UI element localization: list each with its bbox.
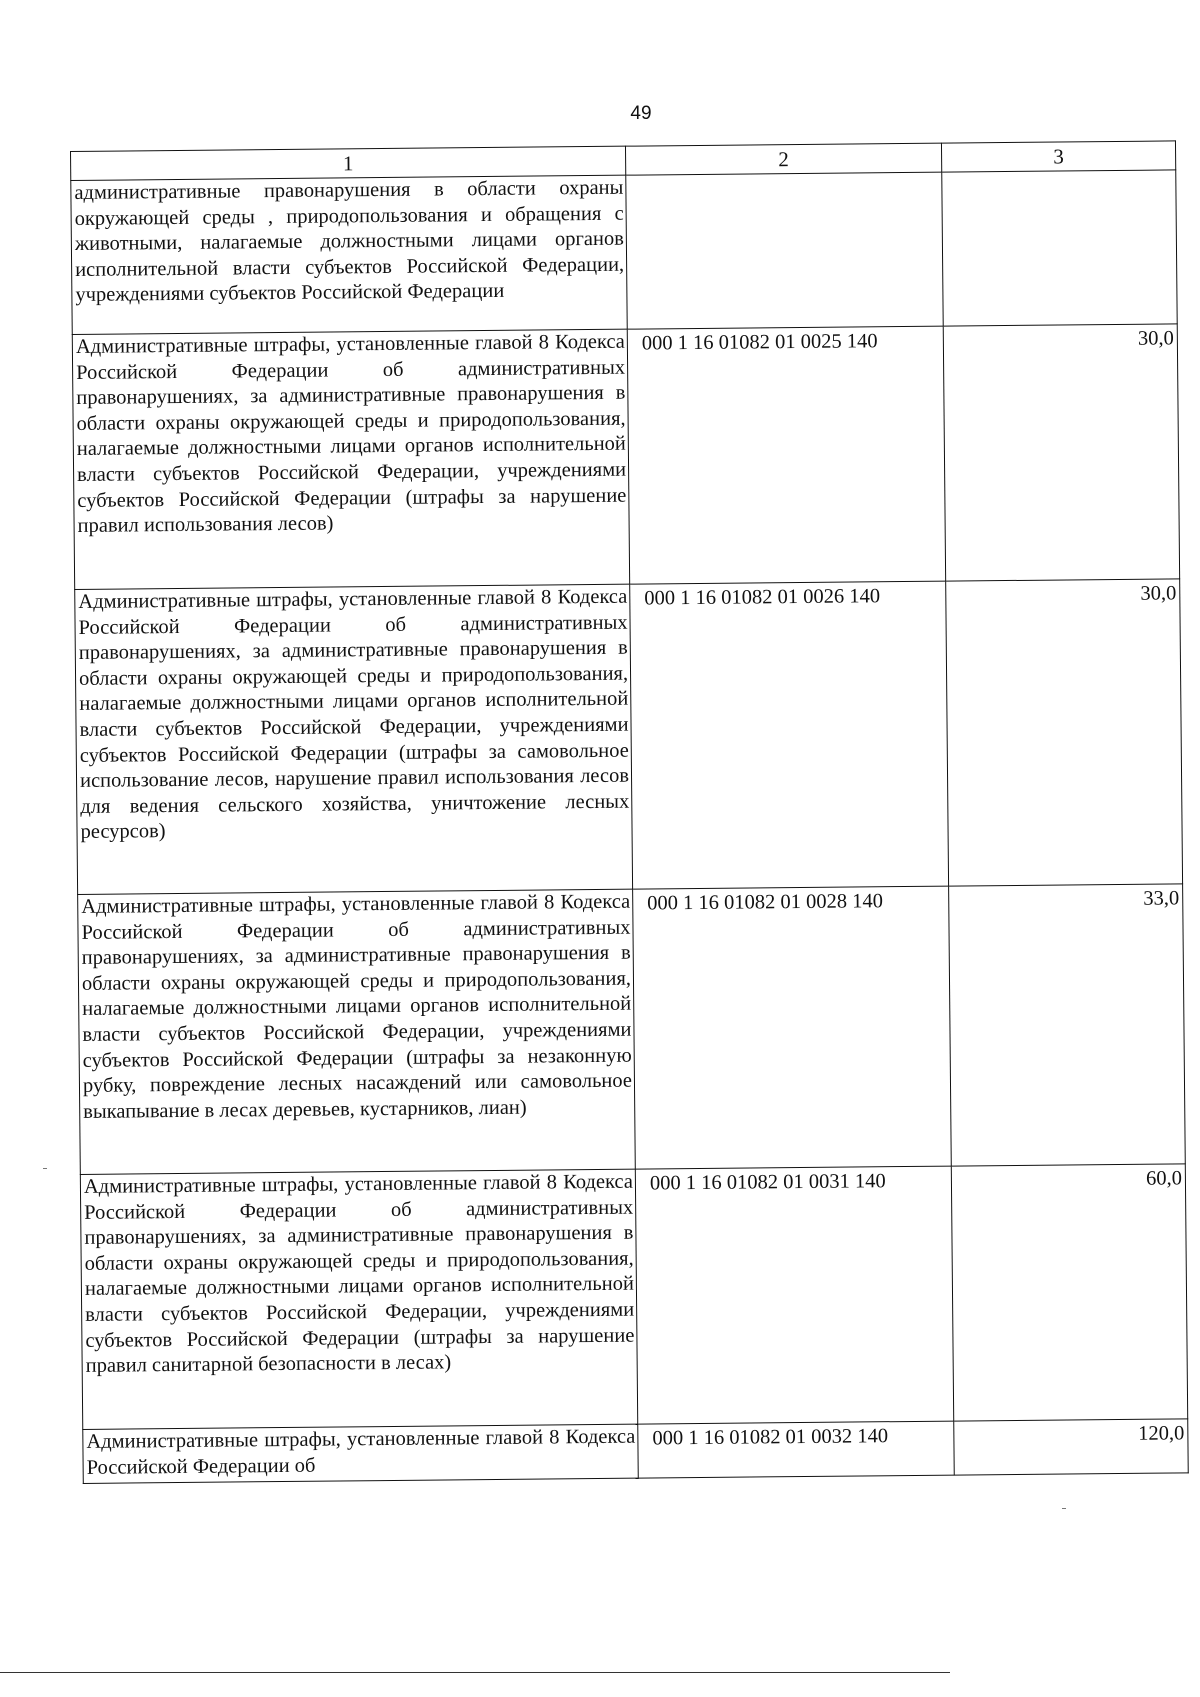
header-col-1: 1 — [71, 146, 626, 180]
budget-table — [70, 140, 1189, 1484]
row-code: 000 1 16 01082 01 0032 140 — [638, 1421, 955, 1478]
row-amount: 30,0 — [946, 579, 1183, 886]
row-code: 000 1 16 01082 01 0031 140 — [635, 1166, 953, 1424]
row-code: 000 1 16 01082 01 0026 140 — [630, 581, 949, 889]
row-description: Административные штрафы, установленные главой 8 Кодекса Российской Федерации об административных правонарушениях, за административные правонарушения в области охраны окружающей среды и природопользования, налагаемые должностными лицами органов исполнительной власти субъектов Российской Федерации, учреждениями субъектов Российской Федерации (штрафы за нарушение правил использования лесов) — [72, 329, 629, 589]
row-amount: 30,0 — [943, 324, 1179, 581]
row-description: Административные штрафы, установленные главой 8 Кодекса Российской Федерации об административных правонарушениях, за административные правонарушения в области охраны окружающей среды и природопользования, налагаемые должностными лицами органов исполнительной власти субъектов Российской Федерации, учреждениями субъектов Российской Федерации (штрафы за самовольное использование лесов, нарушение правил использования лесов для ведения сельского хозяйства, уничтожение лесных ресурсов) — [75, 584, 633, 894]
row-amount: 33,0 — [949, 884, 1186, 1166]
table-row — [80, 1164, 1187, 1430]
table-row — [71, 170, 1177, 335]
row-description: Административные штрафы, установленные главой 8 Кодекса Российской Федерации об административных правонарушениях, за административные правонарушения в области охраны окружающей среды и природопользования, налагаемые должностными лицами органов исполнительной власти субъектов Российской Федерации, учреждениями субъектов Российской Федерации (штрафы за нарушение правил санитарной безопасности в лесах) — [80, 1169, 637, 1429]
row-code: 000 1 16 01082 01 0028 140 — [633, 886, 952, 1169]
table-row — [78, 884, 1186, 1175]
row-amount: 60,0 — [951, 1164, 1187, 1421]
table-row — [75, 579, 1183, 895]
table-row — [83, 1419, 1188, 1484]
row-amount: 120,0 — [954, 1419, 1189, 1475]
scan-speck — [43, 1168, 47, 1169]
row-code — [626, 172, 943, 329]
row-code: 000 1 16 01082 01 0025 140 — [627, 326, 945, 584]
row-description: Административные штрафы, установленные главой 8 Кодекса Российской Федерации об — [83, 1424, 638, 1483]
scan-speck — [1062, 1508, 1066, 1509]
row-description: административные правонарушения в области охраны окружающей среды , природопользования и обращения с животными, налагаемые должностными лицами органов исполнительной власти субъектов Российской Федерации, учреждениями субъектов Российской Федерации — [71, 175, 627, 334]
row-amount — [942, 170, 1177, 326]
header-col-2: 2 — [625, 143, 941, 175]
page-number: 49 — [630, 103, 652, 124]
header-col-3: 3 — [941, 141, 1175, 172]
row-description: Административные штрафы, установленные главой 8 Кодекса Российской Федерации об административных правонарушениях, за административные правонарушения в области охраны окружающей среды и природопользования, налагаемые должностными лицами органов исполнительной власти субъектов Российской Федерации, учреждениями субъектов Российской Федерации (штрафы за незаконную рубку, повреждение лесных насаждений или самовольное выкапывание в лесах деревьев, кустарников, лиан) — [78, 889, 636, 1174]
table-row — [72, 324, 1179, 590]
scan-bottom-rule — [0, 1672, 950, 1673]
